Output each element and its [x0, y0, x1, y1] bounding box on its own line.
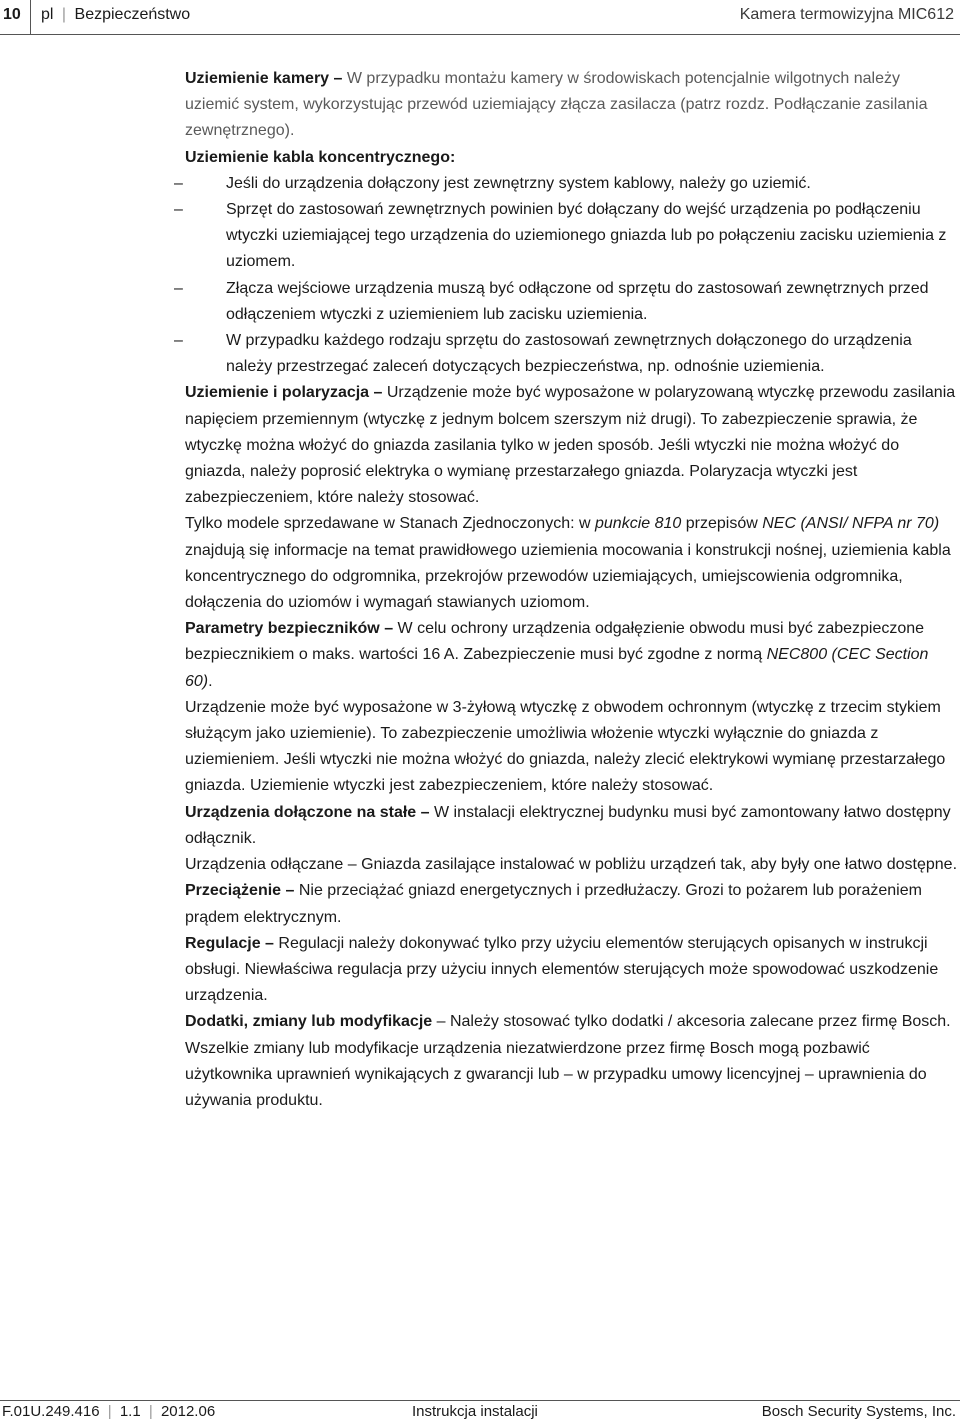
paragraph-text: Nie przeciążać gniazd energetycznych i przedłużaczy. Grozi to pożarem lub porażeniem prądem elektrycznym. — [185, 882, 922, 926]
list-item-text: Sprzęt do zastosowań zewnętrznych powinien być dołączany do wejść urządzenia po podłączeniu wtyczki uziemiającej tego urządzenia do uziemionego gniazda lub po połączeniu zacisku uziemienia z uziomem. — [226, 201, 947, 271]
paragraph-title: Uziemienie i polaryzacja – — [185, 384, 383, 402]
paragraph-text: Tylko modele sprzedawane w Stanach Zjednoczonych: w — [185, 515, 595, 533]
list-item-text: W przypadku każdego rodzaju sprzętu do zastosowań zewnętrznych dołączonego do urządzenia należy przestrzegać zaleceń dotyczących bezpieczeństwa, np. odnośnie uziemienia. — [226, 332, 912, 376]
dash-marker: – — [174, 332, 183, 350]
paragraph-title: Dodatki, zmiany lub modyfikacje — [185, 1013, 433, 1031]
paragraph-text: W celu ochrony urządzenia odgałęzienie obwodu musi być zabezpieczone bezpiecznikiem o maks. wartości 16 A. Zabezpieczenie musi być zgodne z normą — [185, 620, 925, 664]
footer-date: 2012.06 — [160, 1403, 216, 1420]
dash-marker: – — [174, 174, 183, 192]
paragraph-text: W przypadku montażu kamery w środowiskach potencjalnie wilgotnych należy uziemić system, wykorzystując przewód uziemiający złącza zasilacza (patrz rozdz. Podłączanie zasilania zewnętrznego). — [185, 70, 928, 140]
dash-marker: – — [174, 201, 183, 219]
header-divider — [30, 0, 31, 34]
paragraph-text: Urządzenie może być wyposażone w polaryzowaną wtyczkę przewodu zasilania napięciem przemiennym (wtyczkę z jednym bolcem szerszym niż drugi). To zabezpieczenie sprawia, że wtyczkę można włożyć do gniazda zasilania tylko w jeden sposób. Jeśli wtyczki nie można włożyć do gniazda, należy poprosić elektryka o wymianę przestarzałego gniazda. Polaryzacja wtyczki jest zabezpieczeniem, które należy stosować. — [185, 384, 956, 507]
paragraph-fuse-ratings — [185, 616, 957, 695]
paragraph-attachments — [185, 1009, 957, 1114]
list-item — [174, 328, 957, 380]
paragraph-text: . — [208, 672, 213, 690]
paragraph-title: Urządzenia dołączone na stałe – — [185, 803, 430, 821]
list-item-text: Złącza wejściowe urządzenia muszą być odłączone od sprzętu do zastosowań zewnętrznych przed odłączeniem wtyczki z uziemieniem lub zacisku uziemienia. — [226, 279, 929, 323]
page-body — [174, 66, 958, 1114]
header-section — [41, 6, 190, 24]
dash-marker: – — [174, 279, 183, 297]
page-header — [0, 0, 960, 35]
header-product: Kamera termowizyjna MIC612 — [739, 6, 954, 23]
page-footer — [0, 1400, 960, 1421]
list-item — [174, 171, 957, 197]
paragraph-text: Regulacji należy dokonywać tylko przy użyciu elementów sterujących opisanych w instrukcji obsługi. Niewłaściwa regulacja przy użyciu innych elementów sterujących może spowodować uszkodzenie urządzenia. — [185, 934, 939, 1005]
paragraph-camera-grounding — [185, 66, 957, 145]
paragraph-pluggable-equipment: Urządzenia odłączane – Gniazda zasilające instalować w pobliżu urządzeń tak, aby były one łatwo dostępne. — [185, 856, 958, 874]
italic-reference: NEC800 (CEC Section 60) — [185, 646, 929, 690]
paragraph-overload — [185, 878, 957, 930]
italic-reference: punkcie 810 — [595, 515, 682, 533]
paragraph-three-wire-plug: Urządzenie może być wyposażone w 3-żyłową wtyczkę z obwodem ochronnym (wtyczkę z trzecim stykiem służącym jako uziemienie). To zabezpieczenie umożliwia włożenie wtyczki wyłącznie do gniazda z uziemieniem. Jeśli wtyczki nie można włożyć do gniazda, należy zlecić elektrykowi wymianę przestarzałego gniazda. Uziemienie wtyczki jest zabezpieczeniem, które należy stosować. — [185, 698, 946, 795]
header-section-title: Bezpieczeństwo — [74, 6, 191, 23]
list-item-text: Jeśli do urządzenia dołączony jest zewnętrzny system kablowy, należy go uziemić. — [226, 174, 811, 192]
paragraph-text: przepisów — [681, 515, 763, 533]
paragraph-text: – Należy stosować tylko dodatki / akcesoria zalecane przez firmę Bosch. Wszelkie zmiany lub modyfikacje urządzenia niezatwierdzone przez firmę Bosch mogą pozbawić użytkownika uprawnień wynikających z gwarancji lub – w przypadku umowy licencyjnej – uprawnienia do używania produktu. — [185, 1013, 951, 1109]
paragraph-text: znajdują się informacje na temat prawidłowego uziemienia mocowania i konstrukcji nośnej, uziemienia kabla koncentrycznego do odgromnika, przekrojów przewodów uziemiających, umiejscowienia odgromnika, dołączenia do uziomów i wymagań stawianych uziomom. — [185, 541, 951, 612]
paragraph-title: Regulacje – — [185, 934, 274, 952]
paragraph-polarization — [185, 380, 957, 511]
paragraph-us-models — [185, 511, 957, 616]
paragraph-adjustments — [185, 931, 957, 1010]
footer-version: 1.1 — [119, 1403, 141, 1420]
paragraph-text: W instalacji elektrycznej budynku musi być zamontowany łatwo dostępny odłącznik. — [185, 803, 951, 847]
footer-separator: | — [107, 1403, 112, 1420]
list-item — [174, 197, 957, 276]
paragraph-permanently-connected — [185, 800, 957, 852]
list-item — [174, 276, 957, 328]
paragraph-title: Przeciążenie – — [185, 882, 295, 900]
paragraph-title: Uziemienie kamery – — [185, 70, 343, 87]
header-language: pl — [41, 6, 54, 23]
footer-company: Bosch Security Systems, Inc. — [761, 1403, 956, 1420]
page-number: 10 — [3, 6, 21, 23]
footer-doc-info — [2, 1403, 215, 1420]
footer-doc-number: F.01U.249.416 — [2, 1403, 100, 1420]
header-separator: | — [61, 6, 67, 23]
italic-reference: NEC (ANSI/ NFPA nr 70) — [762, 515, 940, 533]
coax-grounding-title: Uziemienie kabla koncentrycznego: — [185, 148, 456, 166]
footer-separator: | — [148, 1403, 153, 1420]
footer-doc-type: Instrukcja instalacji — [412, 1403, 538, 1420]
paragraph-title: Parametry bezpieczników – — [185, 620, 394, 638]
